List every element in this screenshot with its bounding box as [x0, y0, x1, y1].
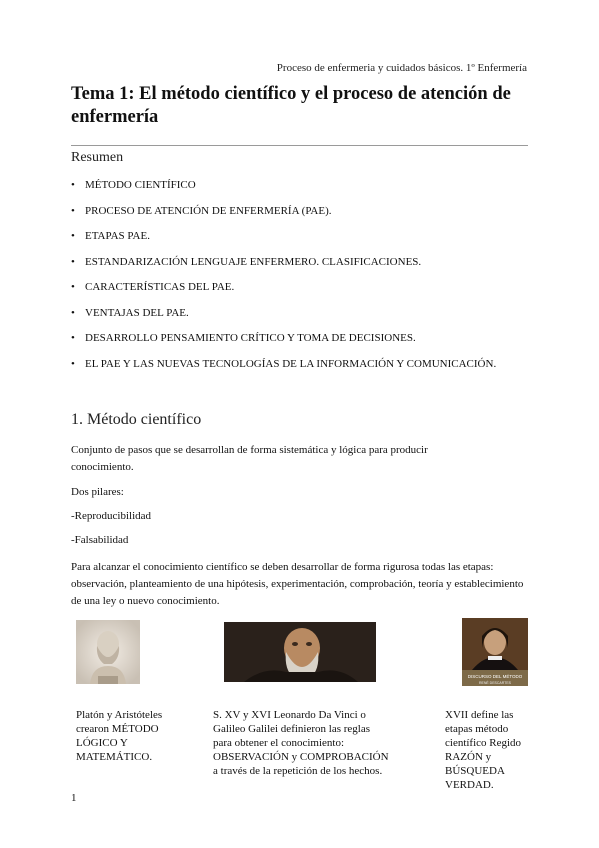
title-divider — [71, 145, 528, 146]
list-item: • EL PAE Y LAS NUEVAS TECNOLOGÍAS DE LA INFORMACIÓN Y COMUNICACIÓN. — [71, 357, 497, 370]
list-item: • CARACTERÍSTICAS DEL PAE. — [71, 281, 235, 293]
book-author-text: RENÉ DESCARTES — [478, 681, 512, 685]
bullet-icon: • — [71, 306, 75, 319]
paragraph-reproducibility: -Reproducibilidad — [71, 510, 152, 522]
list-item: • PROCESO DE ATENCIÓN DE ENFERMERÍA (PAE). — [71, 204, 332, 217]
galileo-portrait-image — [224, 622, 376, 682]
bullet-icon: • — [71, 230, 75, 242]
bullet-icon: • — [71, 281, 75, 293]
list-item: • MÉTODO CIENTÍFICO — [71, 179, 196, 191]
summary-heading: Resumen — [71, 150, 124, 165]
bullet-icon: • — [71, 179, 75, 191]
caption-plato-aristotle: Platón y Aristóteles crearon MÉTODO LÓGICO Y MATEMÁTICO. — [76, 709, 163, 763]
page-title: Tema 1: El método científico y el proceso de atención de enfermería — [71, 84, 511, 127]
aristotle-bust-image — [76, 620, 140, 684]
list-item: • ESTANDARIZACIÓN LENGUAJE ENFERMERO. CLASIFICACIONES. — [71, 255, 422, 268]
descartes-book-cover-image — [462, 618, 528, 686]
paragraph-definition: Conjunto de pasos que se desarrollan de forma sistemática y lógica para producir conocimiento. — [71, 444, 428, 473]
paragraph-pillars: Dos pilares: — [71, 486, 124, 498]
bullet-icon: • — [71, 204, 75, 217]
bullet-icon: • — [71, 332, 75, 344]
paragraph-stages: Para alcanzar el conocimiento científico se deben desarrollar de forma rigurosa todas las etapas: observación, planteamiento de una hipótesis, experimentación, comprobación, teoría y establecimiento de una ley o nuevo conocimiento. — [71, 561, 524, 607]
bullet-icon: • — [71, 255, 75, 268]
list-item: • DESARROLLO PENSAMIENTO CRÍTICO Y TOMA DE DECISIONES. — [71, 332, 416, 344]
summary-list — [71, 177, 531, 381]
book-title-text: DISCURSO DEL MÉTODO — [467, 674, 523, 679]
list-item: • VENTAJAS DEL PAE. — [71, 306, 189, 319]
caption-descartes: XVII define las etapas método científico Regido RAZÓN y BÚSQUEDA VERDAD. — [445, 709, 522, 791]
bullet-icon: • — [71, 357, 75, 370]
paragraph-falsability: -Falsabilidad — [71, 534, 129, 546]
page-number: 1 — [71, 792, 77, 804]
caption-davinci-galileo: S. XV y XVI Leonardo Da Vinci o Galileo Galilei definieron las reglas para obtener el conocimiento: OBSERVACIÓN y COMPROBACIÓN a través de la repetición de los hechos. — [213, 709, 389, 777]
running-header: Proceso de enfermeria y cuidados básicos. 1º Enfermería — [276, 62, 527, 74]
list-item: • ETAPAS PAE. — [71, 230, 150, 242]
section-heading: 1. Método científico — [71, 411, 202, 428]
